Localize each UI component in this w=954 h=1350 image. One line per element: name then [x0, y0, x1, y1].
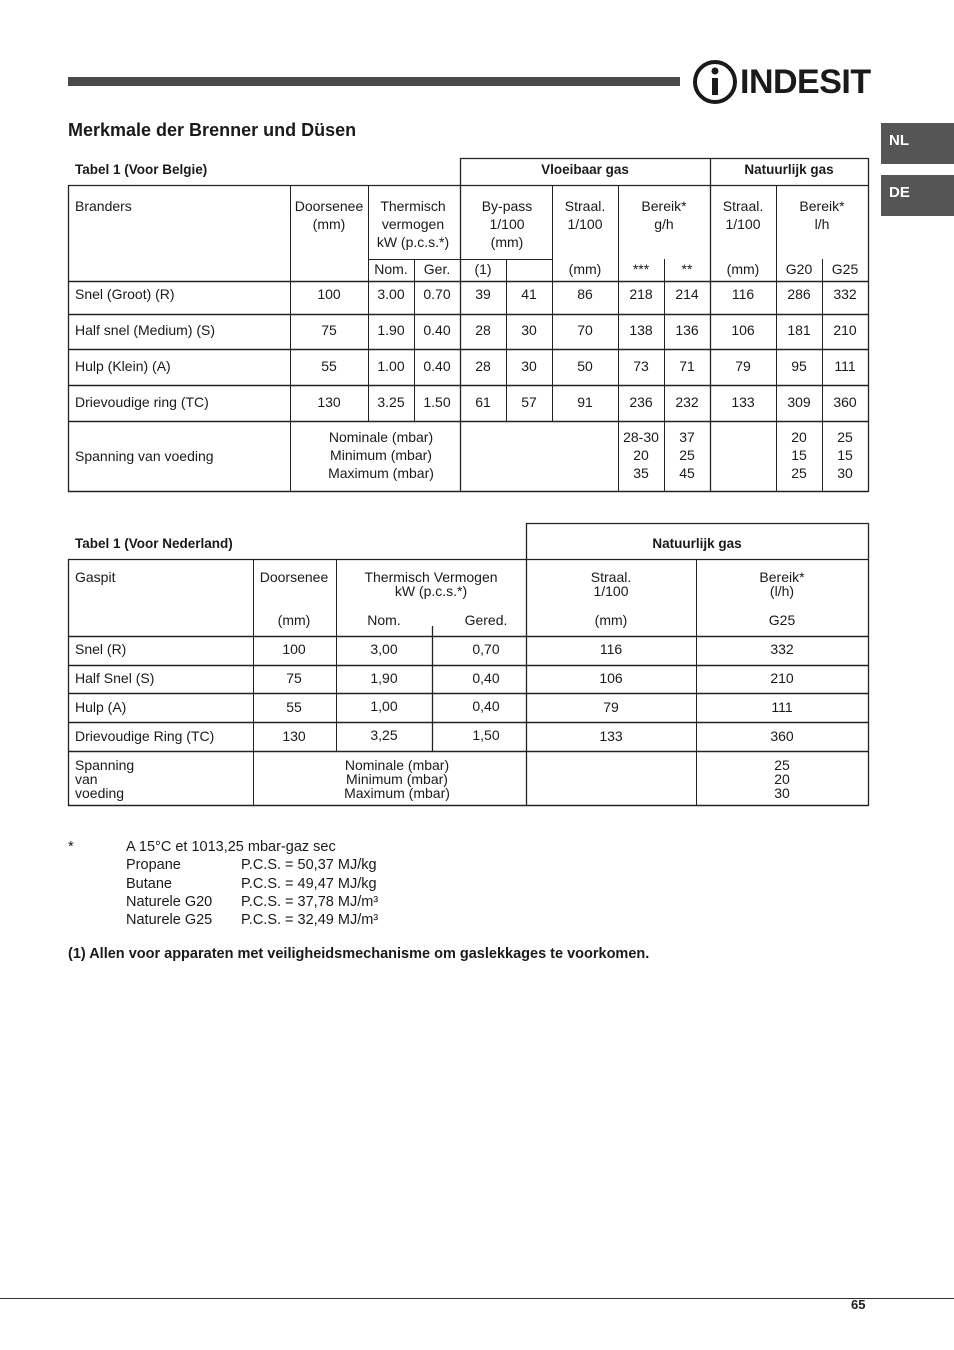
row-name: Half snel (Medium) (S)	[75, 322, 216, 338]
row-name: Drievoudige Ring (TC)	[75, 728, 215, 744]
supply-pressures: Nominale (mbar) Minimum (mbar) Maximum (mbar)	[328, 429, 434, 481]
header-nom: Nom.	[367, 612, 401, 628]
note-star: *	[68, 839, 74, 855]
gas-note: Butane P.C.S. = 49,47 MJ/kg	[126, 875, 377, 892]
header-gered: Gered.	[464, 612, 508, 628]
row-name: Drievoudige ring (TC)	[75, 394, 209, 410]
subheader-g25: G25	[831, 261, 859, 277]
gas-note: Propane P.C.S. = 50,37 MJ/kg	[126, 857, 377, 874]
gas-note: Naturele G20 P.C.S. = 37,78 MJ/m³	[126, 893, 379, 910]
page-number: 65	[851, 1297, 866, 1312]
subheader-g20: G20	[785, 261, 813, 277]
subheader-straal-natural: (mm)	[726, 261, 760, 277]
row-name: Hulp (A)	[75, 699, 127, 715]
header-straal-unit: (mm)	[594, 612, 628, 628]
header-thermisch: Thermisch vermogen kW (p.c.s.*)	[376, 198, 450, 250]
table-caption: Tabel 1 (Voor Nederland)	[75, 536, 233, 551]
subheader-straal-liquid: (mm)	[568, 261, 602, 277]
header-branders: Branders	[75, 198, 132, 214]
page-title: Merkmale der Brenner und Düsen	[68, 120, 357, 140]
footnote: (1) Allen voor apparaten met veiligheidsmechanisme om gaslekkages te voorkomen.	[68, 946, 650, 962]
group-header-liquid: Vloeibaar gas	[541, 162, 629, 177]
table-caption: Tabel 1 (Voor Belgie)	[75, 162, 208, 177]
row-name: Hulp (Klein) (A)	[75, 358, 171, 374]
header-bereik-natural: Bereik* l/h	[799, 198, 845, 232]
tab-de[interactable]: DE	[881, 175, 954, 216]
header-bereik-liquid: Bereik* g/h	[641, 198, 687, 232]
header-doorsenee-unit: (mm)	[277, 612, 311, 628]
subheader-ger: Ger.	[423, 261, 451, 277]
row-name: Half Snel (S)	[75, 670, 155, 686]
header-doorsenee: Doorsenee	[259, 569, 329, 585]
header-bereik: Bereik* (l/h)	[759, 569, 805, 599]
tab-nl[interactable]: NL	[881, 123, 954, 164]
header-doorsenee: Doorsenee (mm)	[294, 198, 364, 232]
header-straal: Straal. 1/100	[590, 569, 632, 599]
subheader-nom: Nom.	[374, 261, 408, 277]
header-straal-natural: Straal. 1/100	[722, 198, 764, 232]
group-header-natural: Natuurlijk gas	[652, 536, 742, 551]
supply-pressures: Nominale (mbar) Minimum (mbar) Maximum (mbar)	[344, 757, 450, 801]
supply-label: Spanning van voeding	[75, 757, 135, 801]
subheader-bereik-2: **	[681, 261, 693, 277]
header-thermisch: Thermisch Vermogen kW (p.c.s.*)	[364, 569, 498, 599]
header-gaspit: Gaspit	[75, 569, 116, 585]
row-name: Snel (R)	[75, 641, 127, 657]
subheader-bereik-1: ***	[632, 261, 650, 277]
group-header-natural: Natuurlijk gas	[744, 162, 834, 177]
header-straal-liquid: Straal. 1/100	[564, 198, 606, 232]
subheader-bypass: (1)	[474, 261, 492, 277]
header-bypass: By-pass 1/100 (mm)	[481, 198, 533, 250]
supply-label: Spanning van voeding	[75, 448, 214, 464]
brand-name: INDESIT	[740, 62, 871, 101]
gas-note: Naturele G25 P.C.S. = 32,49 MJ/m³	[126, 912, 379, 929]
header-bereik-unit: G25	[768, 612, 796, 628]
note-conditions: A 15°C et 1013,25 mbar-gaz sec	[126, 839, 336, 855]
supply-values: 25 20 30	[774, 757, 790, 801]
row-name: Snel (Groot) (R)	[75, 286, 175, 302]
footer-divider	[0, 1298, 954, 1299]
